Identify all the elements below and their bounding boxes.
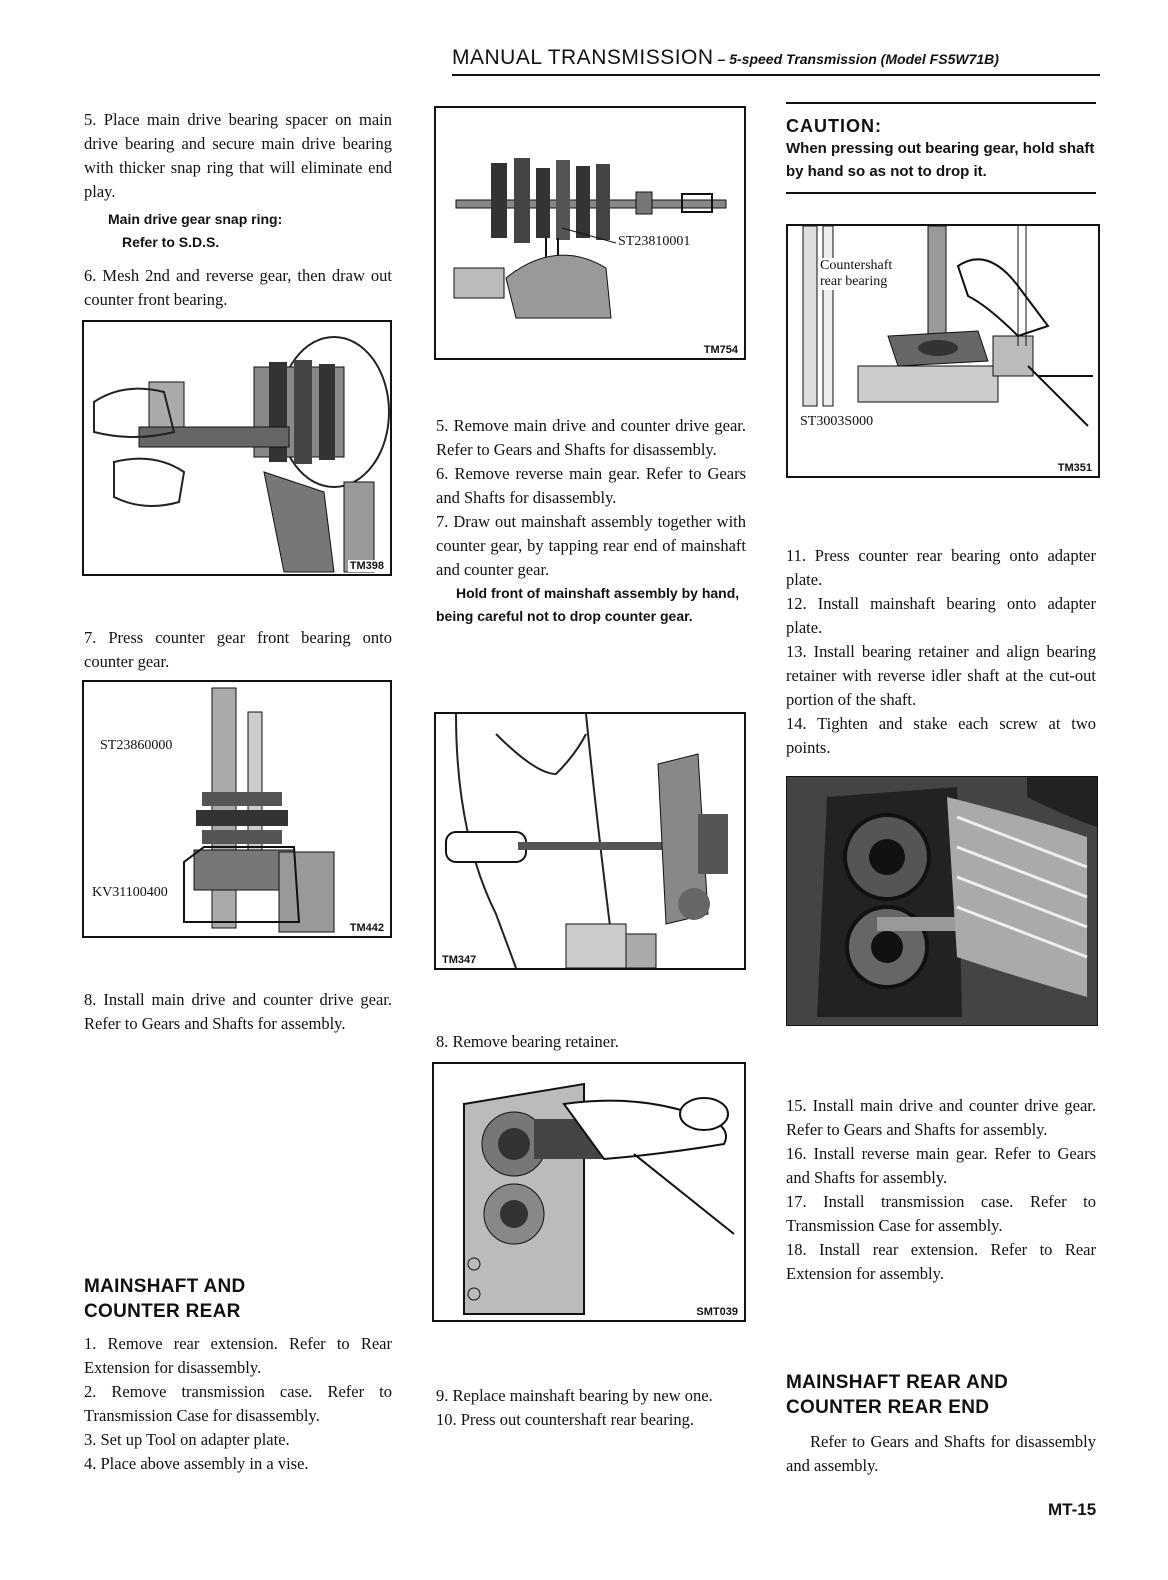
section2-heading-line1: MAINSHAFT REAR AND: [786, 1372, 1009, 1393]
fig-tm351-code: TM351: [1057, 462, 1092, 474]
col1-step6-block: [84, 264, 392, 312]
col2-step6: 6. Remove reverse main gear. Refer to Gears and Shafts for disassembly.: [436, 464, 746, 507]
mainshaft-removal-illustration: [436, 714, 744, 968]
fig-smt039-code: SMT039: [696, 1306, 738, 1318]
fig1-code: TM398: [349, 560, 384, 572]
figure-tm347: [434, 712, 746, 970]
caution-title: CAUTION:: [786, 116, 882, 136]
col2-step10: 10. Press out countershaft rear bearing.: [436, 1410, 694, 1429]
caution-box: [786, 116, 1096, 183]
col1-step8-block: [84, 988, 392, 1036]
caution-rule-bottom: [786, 192, 1096, 194]
fig-tm351-label1: Countershaft: [820, 258, 893, 273]
page-header: [452, 46, 1100, 70]
col3-steps-15-18: [786, 1094, 1096, 1286]
col1-s3: 3. Set up Tool on adapter plate.: [84, 1430, 290, 1449]
caution-text: When pressing out bearing gear, hold shaft by hand so as not to drop it.: [786, 140, 1095, 180]
col1-s1: 1. Remove rear extension. Refer to Rear Extension for disassembly.: [84, 1334, 392, 1377]
col1-s2: 2. Remove transmission case. Refer to Transmission Case for disassembly.: [84, 1382, 392, 1425]
fig-tm347-code: TM347: [442, 954, 477, 966]
col2-note: Hold front of mainshaft assembly by hand, being careful not to drop counter gear.: [436, 585, 740, 624]
section2-heading-line2: COUNTER REAR END: [786, 1397, 990, 1418]
col1-step8: 8. Install main drive and counter drive gear. Refer to Gears and Shafts for assembly.: [84, 990, 392, 1033]
col1-step5-block: [84, 108, 392, 254]
col1-note-line1: Main drive gear snap ring:: [108, 211, 283, 227]
page-number: MT-15: [1048, 1500, 1097, 1519]
col3-steps-11-14: [786, 544, 1096, 760]
fig2-label2: KV31100400: [92, 885, 168, 900]
figure-tm398: [82, 320, 392, 576]
fig-tm754-label: ST23810001: [618, 234, 691, 249]
col3-step14: 14. Tighten and stake each screw at two points.: [786, 714, 1096, 757]
col1-step5: 5. Place main drive bearing spacer on main drive bearing and secure main drive bearing with thicker snap ring that will eliminate end play.: [84, 110, 392, 201]
figure-staking-photo: [786, 776, 1098, 1026]
col2-step5: 5. Remove main drive and counter drive gear. Refer to Gears and Shafts for disassembly.: [436, 416, 746, 459]
col2-step9: 9. Replace mainshaft bearing by new one.: [436, 1386, 713, 1405]
gear-puller-illustration: [84, 322, 390, 574]
header-title: MANUAL TRANSMISSION: [452, 46, 714, 69]
header-subtitle: – 5-speed Transmission (Model FS5W71B): [717, 51, 999, 67]
col3-step18: 18. Install rear extension. Refer to Rear Extension for assembly.: [786, 1240, 1096, 1283]
col3-section-body: Refer to Gears and Shafts for disassembly and assembly.: [786, 1432, 1096, 1475]
col1-s4: 4. Place above assembly in a vise.: [84, 1454, 309, 1473]
section-heading-line2: COUNTER REAR: [84, 1301, 241, 1322]
header-rule: [452, 74, 1100, 76]
figure-tm442: [82, 680, 392, 938]
col2-step8: 8. Remove bearing retainer.: [436, 1032, 619, 1051]
section-heading-line1: MAINSHAFT AND: [84, 1276, 246, 1297]
col3-step15: 15. Install main drive and counter drive gear. Refer to Gears and Shafts for assembly.: [786, 1096, 1096, 1139]
col2-step7: 7. Draw out mainshaft assembly together with counter gear, by tapping rear end of mainshaft and counter gear.: [436, 512, 746, 579]
col3-step11: 11. Press counter rear bearing onto adapter plate.: [786, 546, 1096, 589]
col3-section: [786, 1370, 1096, 1478]
col3-step16: 16. Install reverse main gear. Refer to Gears and Shafts for assembly.: [786, 1144, 1096, 1187]
col2-step8-block: [436, 1030, 746, 1054]
col3-step13: 13. Install bearing retainer and align bearing retainer with reverse idler shaft at the cut-out portion of the shaft.: [786, 642, 1096, 709]
figure-tm754: [434, 106, 746, 360]
col1-section: [84, 1274, 392, 1476]
staking-photo-illustration: [787, 777, 1097, 1025]
fig-tm351-label3: ST3003S000: [800, 414, 874, 429]
gear-assembly-illustration: [436, 108, 744, 358]
col3-step12: 12. Install mainshaft bearing onto adapter plate.: [786, 594, 1096, 637]
figure-smt039: [432, 1062, 746, 1322]
col1-step6: 6. Mesh 2nd and reverse gear, then draw out counter front bearing.: [84, 266, 392, 309]
fig-tm754-code: TM754: [703, 344, 738, 356]
figure-tm351: [786, 224, 1100, 478]
col2-steps-block: [436, 414, 746, 628]
caution-rule-top: [786, 102, 1096, 104]
col1-step7: 7. Press counter gear front bearing onto counter gear.: [84, 628, 392, 671]
bearing-retainer-illustration: [434, 1064, 744, 1320]
fig2-code: TM442: [349, 922, 384, 934]
col3-step17: 17. Install transmission case. Refer to Transmission Case for assembly.: [786, 1192, 1096, 1235]
col2-steps9-10: [436, 1384, 746, 1432]
fig-tm351-label2: rear bearing: [820, 274, 888, 289]
fig2-label1: ST23860000: [100, 738, 173, 753]
col1-note-line2: Refer to S.D.S.: [122, 234, 220, 250]
col1-step7-block: [84, 626, 392, 674]
